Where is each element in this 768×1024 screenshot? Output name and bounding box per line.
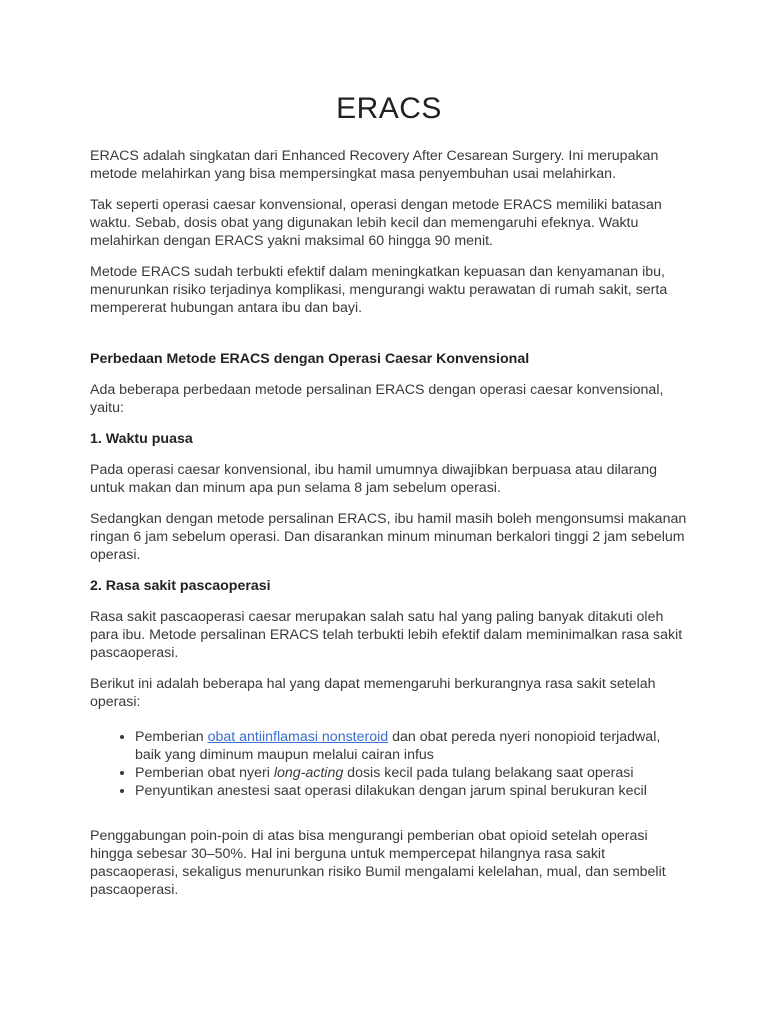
section-lead: Ada beberapa perbedaan metode persalinan ERACS dengan operasi caesar konvensional, yaitu:: [90, 382, 664, 416]
list-item-text: dan obat pereda nyeri nonopioid terjadwal, baik yang diminum maupun melalui cairan infus: [135, 729, 661, 763]
list-item: [135, 782, 688, 800]
list-item-text: Pemberian obat nyeri: [135, 765, 274, 781]
rasa-sakit-paragraph-1: Rasa sakit pascaoperasi caesar merupakan salah satu hal yang paling banyak ditakuti oleh para ibu. Metode persalinan ERACS telah terbukti lebih efektif dalam meminimalkan rasa sakit pascaoperasi.: [90, 609, 683, 661]
list-item-text: dosis kecil pada tulang belakang saat operasi: [343, 765, 634, 781]
section-heading: Perbedaan Metode ERACS dengan Operasi Caesar Konvensional: [90, 351, 530, 367]
list-item: [135, 728, 688, 764]
subheading-rasa-sakit: 2. Rasa sakit pascaoperasi: [90, 578, 271, 594]
intro-paragraph-1: ERACS adalah singkatan dari Enhanced Recovery After Cesarean Surgery. Ini merupakan metode melahirkan yang bisa mempersingkat masa penyembuhan usai melahirkan.: [90, 148, 659, 182]
obat-antiinflamasi-link[interactable]: obat antiinflamasi nonsteroid: [207, 729, 389, 745]
waktu-puasa-paragraph-1: Pada operasi caesar konvensional, ibu hamil umumnya diwajibkan berpuasa atau dilarang untuk makan dan minum apa pun selama 8 jam sebelum operasi.: [90, 462, 658, 496]
page-title: ERACS: [336, 92, 442, 125]
list-item: [135, 764, 688, 782]
closing-paragraph: Penggabungan poin-poin di atas bisa mengurangi pemberian obat opioid setelah operasi hingga sebesar 30–50%. Hal ini berguna untuk mempercepat hilangnya rasa sakit pascaoperasi, sekaligus menurunkan risiko Bumil mengalami kelelahan, mual, dan sembelit pascaoperasi.: [90, 828, 666, 898]
waktu-puasa-paragraph-2: Sedangkan dengan metode persalinan ERACS, ibu hamil masih boleh mengonsumsi makanan ringan 6 jam sebelum operasi. Dan disarankan minum minuman berkalori tinggi 2 jam sebelum operasi.: [90, 511, 687, 563]
bullet-list: [90, 728, 688, 800]
rasa-sakit-paragraph-2: Berikut ini adalah beberapa hal yang dapat memengaruhi berkurangnya rasa sakit setelah operasi:: [90, 676, 656, 710]
list-item-text: Pemberian: [135, 729, 208, 745]
subheading-waktu-puasa: 1. Waktu puasa: [90, 431, 193, 447]
list-item-text: Penyuntikan anestesi saat operasi dilakukan dengan jarum spinal berukuran kecil: [135, 783, 647, 799]
intro-paragraph-2: Tak seperti operasi caesar konvensional, operasi dengan metode ERACS memiliki batasan waktu. Sebab, dosis obat yang digunakan lebih kecil dan memengaruhi efeknya. Waktu melahirkan dengan ERACS yakni maksimal 60 hingga 90 menit.: [90, 197, 662, 249]
intro-paragraph-3: Metode ERACS sudah terbukti efektif dalam meningkatkan kepuasan dan kenyamanan ibu, menurunkan risiko terjadinya komplikasi, mengurangi waktu perawatan di rumah sakit, serta mempererat hubungan antara ibu dan bayi.: [90, 264, 668, 316]
emphasis-text: long-acting: [273, 765, 344, 781]
document-body: [90, 147, 688, 912]
